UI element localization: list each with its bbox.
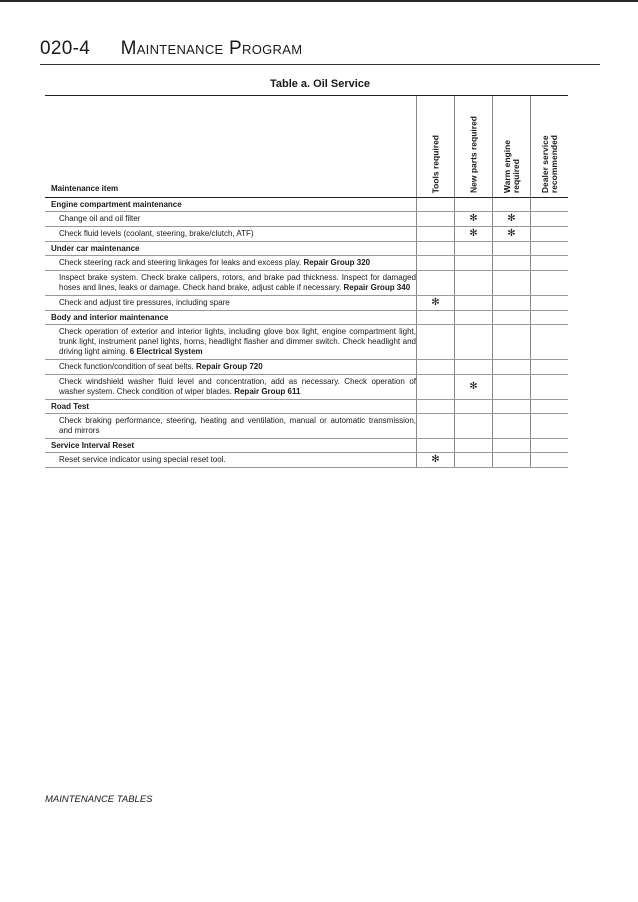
table-body bbox=[45, 198, 568, 468]
empty-cell bbox=[455, 311, 493, 325]
dealer-service-recommended-header bbox=[531, 96, 569, 198]
item-text: Check fluid levels (coolant, steering, brake/clutch, ATF) bbox=[59, 229, 254, 238]
repair-group-reference: 6 Electrical System bbox=[129, 347, 203, 356]
table-row bbox=[45, 325, 568, 360]
section-title: Under car maintenance bbox=[45, 242, 417, 256]
repair-group-reference: Repair Group 611 bbox=[234, 387, 301, 396]
header-rule bbox=[40, 64, 600, 65]
empty-cell bbox=[455, 325, 493, 360]
asterisk-icon: ✻ bbox=[493, 227, 531, 242]
table-header-row bbox=[45, 96, 568, 198]
table-row bbox=[45, 271, 568, 296]
tools-required-label: Tools required bbox=[430, 134, 440, 193]
new-parts-required-header bbox=[455, 96, 493, 198]
maintenance-item bbox=[45, 325, 417, 360]
repair-group-reference: Repair Group 720 bbox=[195, 362, 263, 371]
empty-cell bbox=[417, 198, 455, 212]
maintenance-item bbox=[45, 227, 417, 242]
empty-cell bbox=[455, 242, 493, 256]
empty-cell bbox=[455, 453, 493, 468]
maintenance-item bbox=[45, 360, 417, 375]
item-text: Check and adjust tire pressures, including spare bbox=[59, 298, 230, 307]
warm-engine-required-header bbox=[493, 96, 531, 198]
tools-required-header bbox=[417, 96, 455, 198]
page-header bbox=[40, 38, 600, 60]
asterisk-icon: ✻ bbox=[417, 296, 455, 311]
empty-cell bbox=[417, 325, 455, 360]
table-caption: Table a. Oil Service bbox=[269, 78, 371, 90]
empty-cell bbox=[531, 400, 569, 414]
empty-cell bbox=[531, 325, 569, 360]
empty-cell bbox=[531, 375, 569, 400]
empty-cell bbox=[531, 242, 569, 256]
page-number: 020-4 bbox=[40, 38, 91, 59]
empty-cell bbox=[531, 360, 569, 375]
empty-cell bbox=[493, 414, 531, 439]
empty-cell bbox=[417, 400, 455, 414]
section-row-engine-compartment-maintenance bbox=[45, 198, 568, 212]
maintenance-item bbox=[45, 271, 417, 296]
empty-cell bbox=[455, 296, 493, 311]
dealer-service-recommended-label: Dealer service recommended bbox=[539, 134, 559, 193]
page-footer: MAINTENANCE TABLES bbox=[45, 794, 153, 805]
empty-cell bbox=[455, 256, 493, 271]
table-row bbox=[45, 256, 568, 271]
item-text: Check windshield washer fluid level and concentration, add as necessary. Check operation of washer system. Check condition of wiper blades. bbox=[59, 377, 416, 396]
maintenance-item bbox=[45, 212, 417, 227]
table-row bbox=[45, 414, 568, 439]
empty-cell bbox=[531, 414, 569, 439]
empty-cell bbox=[455, 198, 493, 212]
empty-cell bbox=[531, 311, 569, 325]
repair-group-reference: Repair Group 320 bbox=[303, 258, 371, 267]
empty-cell bbox=[417, 256, 455, 271]
section-title: Engine compartment maintenance bbox=[45, 198, 417, 212]
empty-cell bbox=[531, 439, 569, 453]
asterisk-icon: ✻ bbox=[493, 212, 531, 227]
maintenance-item bbox=[45, 296, 417, 311]
section-title: Service Interval Reset bbox=[45, 439, 417, 453]
empty-cell bbox=[531, 212, 569, 227]
empty-cell bbox=[417, 439, 455, 453]
empty-cell bbox=[417, 375, 455, 400]
empty-cell bbox=[455, 400, 493, 414]
empty-cell bbox=[493, 271, 531, 296]
table-row bbox=[45, 296, 568, 311]
item-text: Check function/condition of seat belts. bbox=[59, 362, 194, 371]
empty-cell bbox=[531, 256, 569, 271]
table-row bbox=[45, 227, 568, 242]
empty-cell bbox=[531, 296, 569, 311]
item-text: Inspect brake system. Check brake calipers, rotors, and brake pad thickness. Inspect for damaged hoses and lines, leaks or damage. Check hand brake, adjust cable if necessary. bbox=[59, 273, 416, 292]
empty-cell bbox=[417, 212, 455, 227]
empty-cell bbox=[531, 198, 569, 212]
table-row bbox=[45, 453, 568, 468]
empty-cell bbox=[417, 227, 455, 242]
maintenance-item bbox=[45, 375, 417, 400]
new-parts-required-label: New parts required bbox=[468, 116, 478, 193]
asterisk-icon: ✻ bbox=[455, 227, 493, 242]
item-text: Check braking performance, steering, heating and ventilation, manual or automatic transmission, and mirrors bbox=[59, 416, 416, 435]
empty-cell bbox=[455, 360, 493, 375]
item-text: Change oil and oil filter bbox=[59, 214, 141, 223]
maintenance-item-header: Maintenance item bbox=[45, 96, 417, 198]
repair-group-reference: Repair Group 340 bbox=[343, 283, 411, 292]
empty-cell bbox=[493, 325, 531, 360]
empty-cell bbox=[455, 439, 493, 453]
item-text: Reset service indicator using special reset tool. bbox=[59, 455, 226, 464]
empty-cell bbox=[493, 453, 531, 468]
empty-cell bbox=[493, 439, 531, 453]
section-row-body-and-interior-maintenance bbox=[45, 311, 568, 325]
section-title: Body and interior maintenance bbox=[45, 311, 417, 325]
empty-cell bbox=[493, 242, 531, 256]
maintenance-item bbox=[45, 256, 417, 271]
empty-cell bbox=[493, 198, 531, 212]
item-text: Check steering rack and steering linkages for leaks and excess play. bbox=[59, 258, 302, 267]
empty-cell bbox=[531, 271, 569, 296]
table-row bbox=[45, 360, 568, 375]
section-row-under-car-maintenance bbox=[45, 242, 568, 256]
empty-cell bbox=[493, 311, 531, 325]
maintenance-item bbox=[45, 414, 417, 439]
empty-cell bbox=[455, 414, 493, 439]
empty-cell bbox=[531, 227, 569, 242]
item-text: Check operation of exterior and interior lights, including glove box light, engine compartment light, trunk light, instrument panel lights, horns, headlight flasher and dimmer switch. Check headlight and driving light aiming. bbox=[59, 327, 416, 356]
empty-cell bbox=[531, 453, 569, 468]
top-rule bbox=[0, 0, 638, 2]
empty-cell bbox=[417, 311, 455, 325]
empty-cell bbox=[493, 400, 531, 414]
asterisk-icon: ✻ bbox=[455, 212, 493, 227]
section-title: Road Test bbox=[45, 400, 417, 414]
maintenance-item bbox=[45, 453, 417, 468]
empty-cell bbox=[493, 375, 531, 400]
page-title: Maintenance Program bbox=[120, 38, 303, 59]
section-row-service-interval-reset bbox=[45, 439, 568, 453]
empty-cell bbox=[417, 242, 455, 256]
table-row bbox=[45, 212, 568, 227]
empty-cell bbox=[455, 271, 493, 296]
section-row-road-test bbox=[45, 400, 568, 414]
asterisk-icon: ✻ bbox=[455, 375, 493, 400]
empty-cell bbox=[417, 360, 455, 375]
oil-service-table bbox=[45, 95, 568, 468]
empty-cell bbox=[417, 414, 455, 439]
table-row bbox=[45, 375, 568, 400]
asterisk-icon: ✻ bbox=[417, 453, 455, 468]
empty-cell bbox=[417, 271, 455, 296]
empty-cell bbox=[493, 256, 531, 271]
empty-cell bbox=[493, 360, 531, 375]
warm-engine-required-label: Warm engine required bbox=[501, 139, 521, 193]
empty-cell bbox=[493, 296, 531, 311]
